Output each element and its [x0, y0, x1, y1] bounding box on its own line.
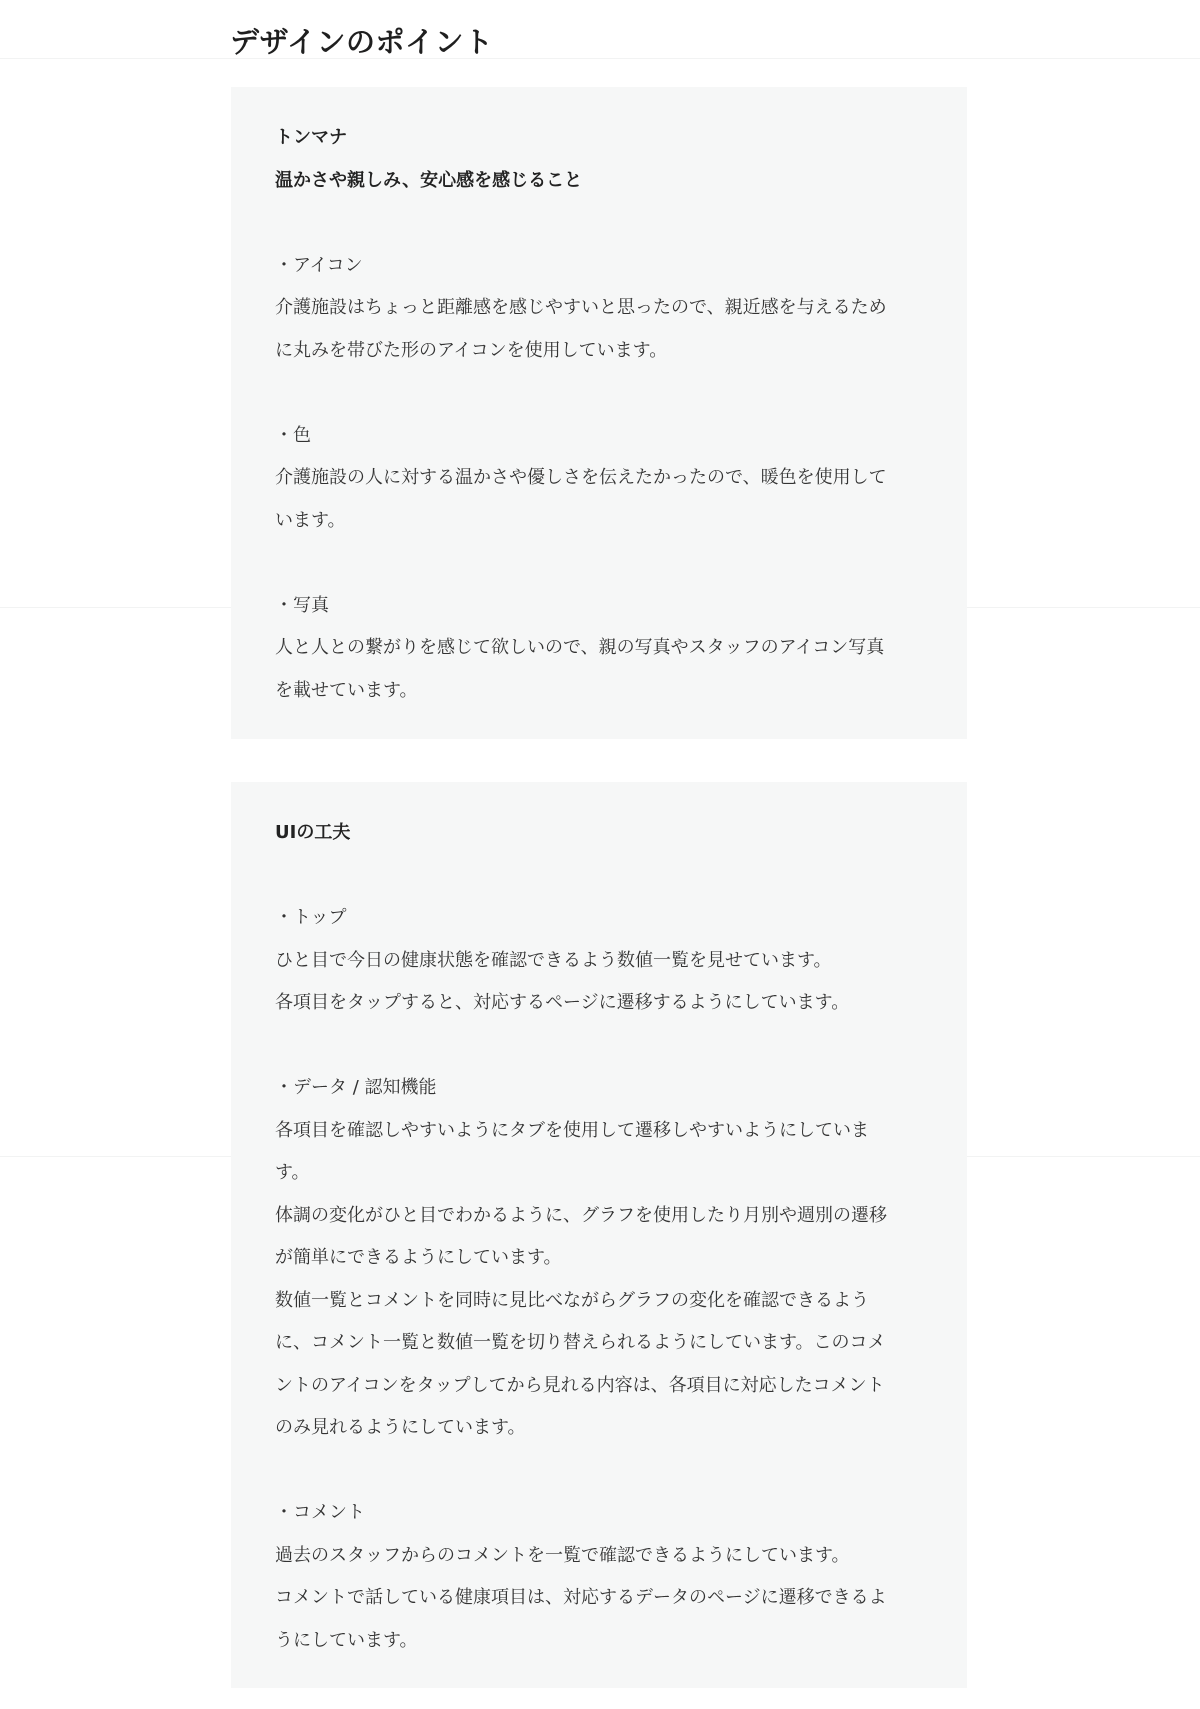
item-text: 体調の変化がひと目でわかるように、グラフを使用したり月別や週別の遷移: [275, 1204, 887, 1226]
ui-heading: UIの工夫: [275, 822, 351, 843]
spacer: [275, 1450, 923, 1493]
item-label-icon: ・アイコン: [275, 254, 363, 276]
item-text: ひと目で今日の健康状態を確認できるよう数値一覧を見せています。: [275, 949, 832, 971]
item-label-data: ・データ / 認知機能: [275, 1077, 437, 1098]
item-text: に、コメント一覧と数値一覧を切り替えられるようにしています。このコメ: [275, 1332, 886, 1353]
item-label-color: ・色: [275, 424, 311, 446]
item-label-comment: ・コメント: [275, 1502, 365, 1523]
item-label-photo: ・写真: [275, 594, 329, 616]
item-text: 各項目を確認しやすいようにタブを使用して遷移しやすいようにしていま: [275, 1119, 869, 1141]
item-text: を載せています。: [275, 679, 418, 701]
item-text: 人と人との繋がりを感じて欲しいので、親の写真やスタッフのアイコン写真: [275, 637, 885, 658]
ui-section-card: [231, 782, 967, 1688]
spacer: [275, 855, 923, 898]
item-label-top: ・トップ: [275, 907, 347, 928]
tone-subheading: 温かさや親しみ、安心感を感じること: [275, 169, 583, 191]
item-text: す。: [275, 1162, 310, 1183]
item-text: 各項目をタップすると、対応するページに遷移するようにしています。: [275, 992, 850, 1013]
tone-section-card: [231, 87, 967, 739]
item-text: コメントで話している健康項目は、対応するデータのページに遷移できるよ: [275, 1587, 887, 1608]
item-text: ントのアイコンをタップしてから見れる内容は、各項目に対応したコメント: [275, 1374, 885, 1396]
item-text: 介護施設はちょっと距離感を感じやすいと思ったので、親近感を与えるため: [275, 297, 887, 318]
item-text: のみ見れるようにしています。: [275, 1417, 526, 1438]
item-text: 過去のスタッフからのコメントを一覧で確認できるようにしています。: [275, 1544, 850, 1566]
divider-line: [0, 58, 1200, 59]
item-text: 介護施設の人に対する温かさや優しさを伝えたかったので、暖色を使用して: [275, 467, 887, 488]
tone-heading: トンマナ: [275, 127, 347, 148]
spacer: [275, 1025, 923, 1068]
item-text: 数値一覧とコメントを同時に見比べながらグラフの変化を確認できるよう: [275, 1289, 869, 1311]
item-text: に丸みを帯びた形のアイコンを使用しています。: [275, 339, 668, 361]
spacer: [275, 202, 923, 245]
item-text: が簡単にできるようにしています。: [275, 1247, 562, 1268]
spacer: [275, 372, 923, 415]
item-text: います。: [275, 509, 346, 531]
page-title: デザインのポイント: [230, 25, 494, 59]
spacer: [275, 542, 923, 585]
item-text: うにしています。: [275, 1629, 418, 1651]
